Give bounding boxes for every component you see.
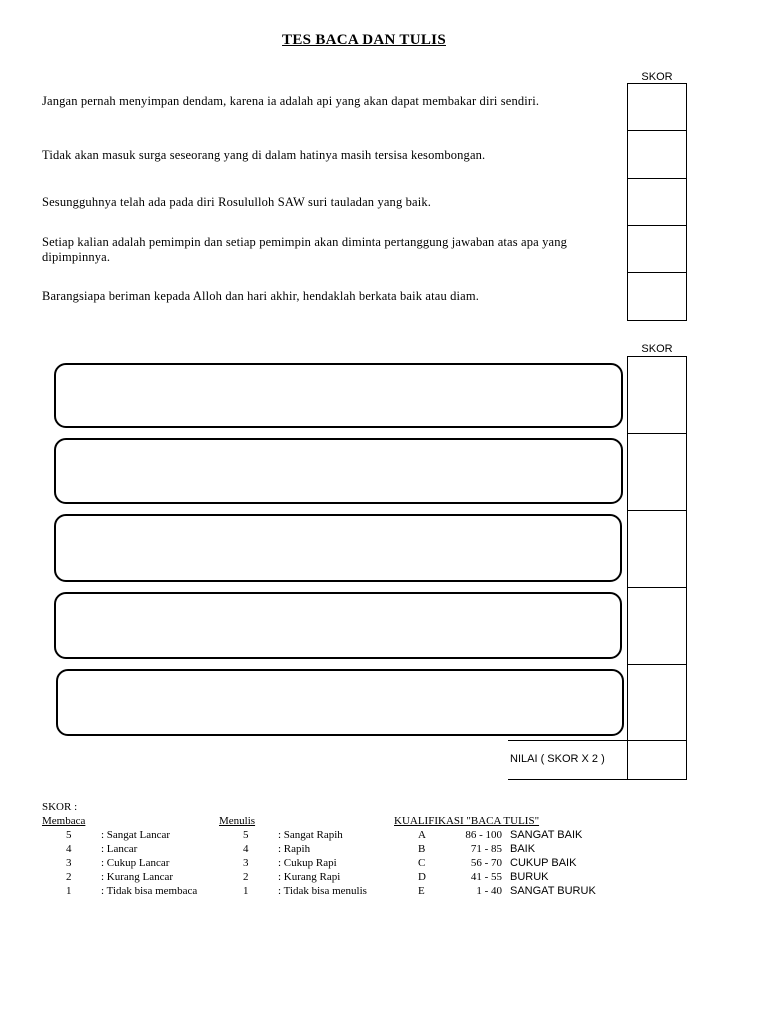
kualifikasi-desc: SANGAT BURUK bbox=[510, 885, 596, 897]
kualifikasi-desc: CUKUP BAIK bbox=[510, 857, 577, 869]
writing-skor-label: SKOR bbox=[641, 343, 673, 355]
menulis-num: 2 bbox=[243, 871, 249, 883]
reading-score-box-1[interactable] bbox=[627, 83, 687, 132]
membaca-label: : Lancar bbox=[101, 843, 138, 855]
reading-sentence-2: Tidak akan masuk surga seseorang yang di dalam hatinya masih tersisa kesombongan. bbox=[42, 148, 486, 162]
membaca-num: 5 bbox=[66, 829, 72, 841]
membaca-num: 1 bbox=[66, 885, 72, 897]
reading-score-box-4[interactable] bbox=[627, 225, 687, 274]
page-title: TES BACA DAN TULIS bbox=[282, 32, 446, 48]
nilai-score-box[interactable] bbox=[627, 740, 687, 780]
menulis-num: 3 bbox=[243, 857, 249, 869]
kualifikasi-grade: E bbox=[418, 885, 425, 897]
menulis-num: 1 bbox=[243, 885, 249, 897]
menulis-num: 5 bbox=[243, 829, 249, 841]
membaca-label: : Kurang Lancar bbox=[101, 871, 174, 883]
writing-box-2[interactable] bbox=[54, 438, 623, 504]
membaca-num: 2 bbox=[66, 871, 72, 883]
writing-score-box-1[interactable] bbox=[627, 356, 687, 435]
menulis-label: : Cukup Rapi bbox=[278, 857, 337, 869]
kualifikasi-range: 86 - 100 bbox=[465, 829, 502, 841]
writing-box-4[interactable] bbox=[54, 592, 622, 659]
menulis-num: 4 bbox=[243, 843, 249, 855]
reading-score-box-2[interactable] bbox=[627, 130, 687, 180]
reading-score-box-5[interactable] bbox=[627, 272, 687, 321]
reading-sentence-4: Setiap kalian adalah pemimpin dan setiap pemimpin akan diminta pertanggung jawaban atas apa yang dipimpinnya. bbox=[42, 235, 568, 264]
membaca-num: 3 bbox=[66, 857, 72, 869]
legend-skor-heading: SKOR : bbox=[42, 801, 78, 813]
nilai-label: NILAI ( SKOR X 2 ) bbox=[510, 753, 605, 765]
kualifikasi-desc: BAIK bbox=[510, 843, 536, 855]
writing-box-1[interactable] bbox=[54, 363, 623, 428]
writing-score-box-5[interactable] bbox=[627, 664, 687, 742]
kualifikasi-heading: KUALIFIKASI "BACA TULIS" bbox=[394, 815, 540, 827]
membaca-label: : Cukup Lancar bbox=[101, 857, 170, 869]
writing-box-3[interactable] bbox=[54, 514, 622, 582]
reading-sentence-3: Sesungguhnya telah ada pada diri Rosululloh SAW suri tauladan yang baik. bbox=[42, 195, 432, 209]
writing-score-box-2[interactable] bbox=[627, 433, 687, 512]
membaca-num: 4 bbox=[66, 843, 72, 855]
kualifikasi-range: 41 - 55 bbox=[470, 871, 502, 883]
writing-score-box-3[interactable] bbox=[627, 510, 687, 589]
menulis-label: : Kurang Rapi bbox=[278, 871, 341, 883]
writing-score-box-4[interactable] bbox=[627, 587, 687, 666]
writing-box-5[interactable] bbox=[56, 669, 624, 736]
reading-score-box-3[interactable] bbox=[627, 178, 687, 227]
menulis-label: : Tidak bisa menulis bbox=[278, 885, 367, 897]
membaca-label: : Tidak bisa membaca bbox=[101, 885, 198, 897]
reading-skor-label: SKOR bbox=[641, 71, 673, 83]
kualifikasi-range: 71 - 85 bbox=[470, 843, 502, 855]
kualifikasi-grade: C bbox=[418, 857, 426, 869]
membaca-heading: Membaca bbox=[42, 815, 86, 827]
menulis-label: : Rapih bbox=[278, 843, 311, 855]
kualifikasi-grade: D bbox=[418, 871, 426, 883]
kualifikasi-desc: SANGAT BAIK bbox=[510, 829, 583, 841]
kualifikasi-grade: A bbox=[418, 829, 426, 841]
reading-sentence-1: Jangan pernah menyimpan dendam, karena ia adalah api yang akan dapat membakar diri sendiri. bbox=[42, 94, 540, 108]
kualifikasi-range: 1 - 40 bbox=[476, 885, 502, 897]
menulis-label: : Sangat Rapih bbox=[278, 829, 343, 841]
kualifikasi-grade: B bbox=[418, 843, 426, 855]
membaca-label: : Sangat Lancar bbox=[101, 829, 171, 841]
reading-sentence-5: Barangsiapa beriman kepada Alloh dan hari akhir, hendaklah berkata baik atau diam. bbox=[42, 289, 479, 303]
menulis-heading: Menulis bbox=[219, 815, 256, 827]
kualifikasi-range: 56 - 70 bbox=[470, 857, 502, 869]
kualifikasi-desc: BURUK bbox=[510, 871, 549, 883]
